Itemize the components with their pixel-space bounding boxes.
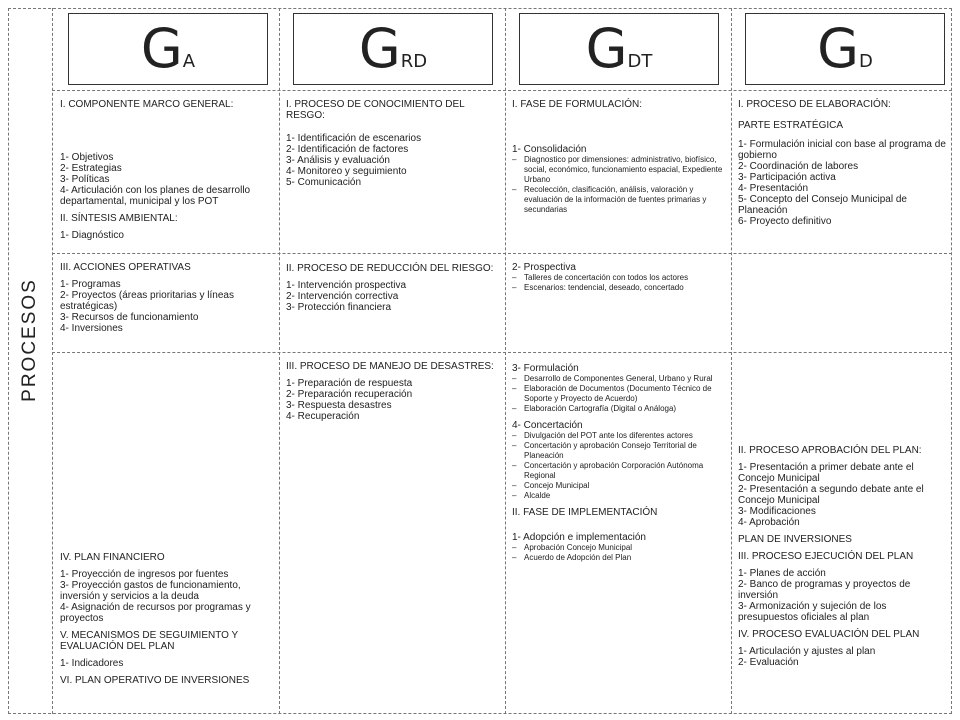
column-divider [279,8,280,714]
grd-cell-3 [286,361,498,422]
subsection-title: 1- Adopción e implementación [512,532,646,543]
section-heading: I. PROCESO DE CONOCIMIENTO DEL RESGO: [286,99,465,121]
list-item: 3- Análisis y evaluación [286,155,390,166]
list-item: 4- Recuperación [286,411,360,422]
list-item: 3- Modificaciones [738,506,816,517]
section-heading: V. MECANISMOS DE SEGUIMIENTO Y EVALUACIÓN DEL PLAN [60,630,239,652]
header-grd: G RD [293,13,493,85]
list-item: 1- Formulación inicial con base al programa de gobierno [738,139,946,161]
list-item: 5- Comunicación [286,177,362,188]
list-item: 3- Políticas [60,174,110,185]
header-gd: G D [745,13,945,85]
ga-cell-1 [60,99,272,241]
list-item: 3- Participación activa [738,172,836,183]
list-item: 1- Indicadores [60,658,124,669]
list-item: 4- Articulación con los planes de desarrollo departamental, municipal y los POT [60,185,251,207]
list-item: 4- Aprobación [738,517,800,528]
list-item: 1- Planes de acción [738,568,826,579]
list-item: 1- Proyección de ingresos por fuentes [60,569,229,580]
bullet-item: – Concertación y aprobación Corporación Autónoma Regional [512,461,704,480]
gdt-cell-2 [512,262,724,293]
section-heading: III. PROCESO EJECUCIÓN DEL PLAN [738,551,914,562]
bullet-item: – Elaboración de Documentos (Documento Técnico de Soporte y Proyecto de Acuerdo) [512,384,712,403]
list-item: 1- Objetivos [60,152,114,163]
section-heading: IV. PLAN FINANCIERO [60,552,165,563]
header-ga: G A [68,13,268,85]
list-item: 3- Proyección gastos de funcionamiento, inversión y servicios a la deuda [60,580,241,602]
gd-cell-3 [738,445,946,668]
section-heading: VI. PLAN OPERATIVO DE INVERSIONES [60,675,250,686]
bullet-item: – Concertación y aprobación Consejo Territorial de Planeación [512,441,697,460]
list-item: 5- Concepto del Consejo Municipal de Planeación [738,194,907,216]
list-item: 2- Identificación de factores [286,144,409,155]
section-heading: II. SÍNTESIS AMBIENTAL: [60,213,178,224]
section-heading: PLAN DE INVERSIONES [738,534,852,545]
bullet-item: – Concejo Municipal [512,481,590,490]
processes-side-label: PROCESOS [19,278,41,402]
section-heading: III. ACCIONES OPERATIVAS [60,262,191,273]
column-divider [52,8,53,714]
bullet-item: – Acuerdo de Adopción del Plan [512,553,632,562]
list-item: 2- Proyectos (áreas prioritarias y líneas estratégicas) [60,290,234,312]
list-item: 2- Intervención correctiva [286,291,399,302]
list-item: 1- Diagnóstico [60,230,124,241]
list-item: 4- Presentación [738,183,809,194]
ga-cell-2 [60,262,272,334]
list-item: 4- Inversiones [60,323,123,334]
bullet-item: – Recolección, clasificación, análisis, valoración y evaluación de la información de fuentes primarias y secundarias [512,185,707,214]
subsection-title: 3- Formulación [512,363,579,374]
section-heading: I. PROCESO DE ELABORACIÓN: [738,99,891,110]
list-item: 2- Banco de programas y proyectos de inversión [738,579,911,601]
list-item: 2- Coordinación de labores [738,161,859,172]
list-item: 3- Recursos de funcionamiento [60,312,199,323]
grd-cell-2 [286,263,498,313]
list-item: 4- Monitoreo y seguimiento [286,166,407,177]
grd-cell-1 [286,99,498,188]
row-divider [52,90,952,91]
section-heading: II. PROCESO APROBACIÓN DEL PLAN: [738,445,922,456]
list-item: 2- Preparación recuperación [286,389,413,400]
subsection-title: 2- Prospectiva [512,262,576,273]
gd-cell-1 [738,99,946,227]
section-heading: II. FASE DE IMPLEMENTACIÓN [512,507,658,518]
bullet-item: – Aprobación Concejo Municipal [512,543,633,552]
ga-cell-3 [60,552,272,692]
list-item: 3- Respuesta desastres [286,400,392,411]
section-heading: III. PROCESO DE MANEJO DE DESASTRES: [286,361,494,372]
bullet-item: – Diagnostico por dimensiones: administrativo, biofísico, social, económico, funcionamiento espacial, Expediente Urbano [512,155,723,184]
row-divider [52,253,952,254]
list-item: 3- Armonización y sujeción de los presupuestos oficiales al plan [738,601,887,623]
bullet-item: – Divulgación del POT ante los diferentes actores [512,431,693,440]
header-gdt: G DT [519,13,719,85]
bullet-item: – Escenarios: tendencial, deseado, concertado [512,283,684,292]
section-heading: I. COMPONENTE MARCO GENERAL: [60,99,234,110]
column-divider [731,8,732,714]
section-heading: II. PROCESO DE REDUCCIÓN DEL RIESGO: [286,263,494,274]
bullet-item: – Alcalde [512,491,551,500]
bullet-item: – Elaboración Cartografía (Digital o Análoga) [512,404,677,413]
section-heading: PARTE ESTRATÉGICA [738,120,844,131]
subsection-title: 4- Concertación [512,420,583,431]
bullet-item: – Talleres de concertación con todos los actores [512,273,689,282]
list-item: 1- Presentación a primer debate ante el Concejo Municipal [738,462,914,484]
list-item: 6- Proyecto definitivo [738,216,832,227]
list-item: 1- Programas [60,279,121,290]
list-item: 1- Intervención prospectiva [286,280,407,291]
subsection-title: 1- Consolidación [512,144,587,155]
gdt-cell-3 [512,363,724,563]
row-divider [52,352,952,353]
list-item: 1- Preparación de respuesta [286,378,413,389]
list-item: 3- Protección financiera [286,302,392,313]
section-heading: IV. PROCESO EVALUACIÓN DEL PLAN [738,629,920,640]
list-item: 2- Presentación a segundo debate ante el Concejo Municipal [738,484,924,506]
section-heading: I. FASE DE FORMULACIÓN: [512,99,643,110]
bullet-item: – Desarrollo de Componentes General, Urbano y Rural [512,374,713,383]
list-item: 1- Identificación de escenarios [286,133,422,144]
list-item: 2- Evaluación [738,657,799,668]
list-item: 4- Asignación de recursos por programas y proyectos [60,602,251,624]
gdt-cell-1 [512,99,724,215]
list-item: 2- Estrategias [60,163,122,174]
list-item: 1- Articulación y ajustes al plan [738,646,876,657]
column-divider [505,8,506,714]
